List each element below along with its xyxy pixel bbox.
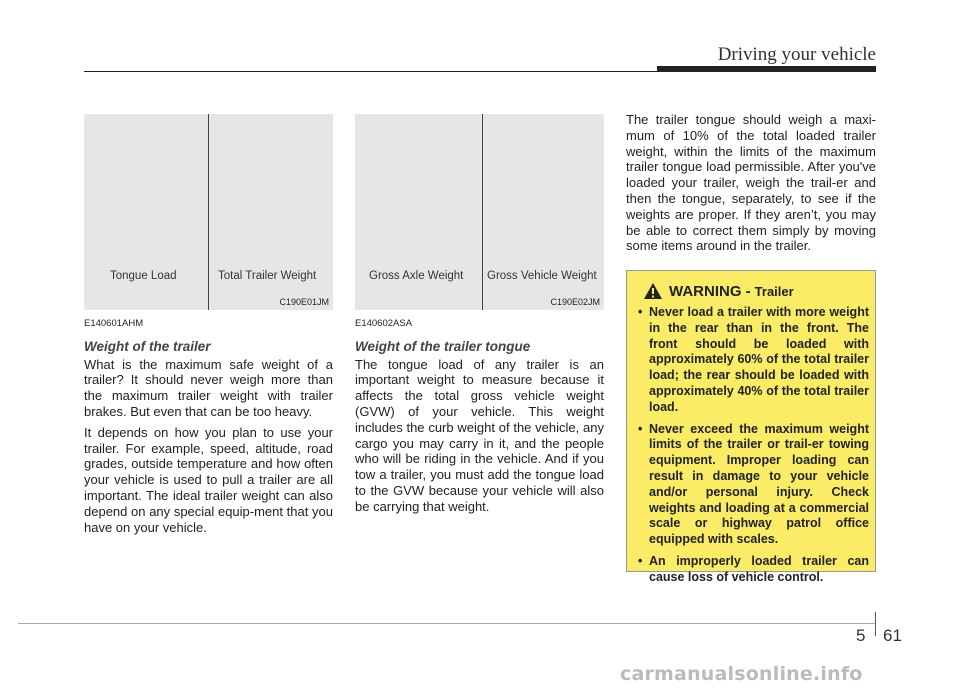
warning-item: • Never exceed the maximum weight limits of the trailer or trail-er towing equipment. Improper loading can result in damage to your vehicle and/or personal injury. Check weights and loading at a commercial scale or highway patrol office equipped with scales. bbox=[638, 421, 869, 547]
figure-tongue-load bbox=[84, 114, 333, 310]
watermark: carmanualsonline.info bbox=[620, 663, 863, 685]
header-title: Driving your vehicle bbox=[717, 44, 876, 65]
warning-triangle-icon bbox=[643, 282, 663, 300]
figure-label-gross-axle-weight: Gross Axle Weight bbox=[369, 270, 464, 282]
figure-label-gross-vehicle-weight: Gross Vehicle Weight bbox=[487, 270, 597, 282]
warning-header bbox=[643, 282, 794, 300]
chapter-number: 5 bbox=[856, 626, 866, 645]
paragraph: The tongue load of any trailer is an important weight to measure because it affects the total gross vehicle weight (GVW) of your vehicle. This weight includes the curb weight of the vehicle, any cargo you may carry in it, and the people who will be riding in the vehicle. And if you tow a trailer, you must add the tongue load to the GVW because your vehicle will also be carrying that weight. bbox=[355, 356, 604, 514]
warning-subtitle: Trailer bbox=[754, 283, 794, 299]
footer-rule bbox=[18, 623, 876, 624]
warning-item: • An improperly loaded trailer can cause loss of vehicle control. bbox=[638, 553, 869, 584]
warning-box bbox=[626, 270, 876, 584]
warning-item: • Never load a trailer with more weight in the rear than in the front. The front should be loaded with approximately 60% of the total trailer load; the rear should be loaded with approximately 40% of the total trailer load. bbox=[638, 305, 869, 414]
header-rule-bar bbox=[657, 66, 876, 72]
figure-code: C190E02JM bbox=[550, 297, 600, 307]
figure-gross-weights bbox=[355, 114, 604, 310]
paragraph: The trailer tongue should weigh a maxi-mum of 10% of the total loaded trailer weight, within the limits of the maximum trailer tongue load permissible. After you've loaded your trailer, weigh the trail-er and then the tongue, separately, to see if the weights are proper. If they aren’t, you may be able to correct them simply by moving some items around in the trailer. bbox=[626, 112, 876, 254]
column-tongue-guidance bbox=[626, 112, 876, 259]
paragraph: What is the maximum safe weight of a trailer? It should never weigh more than the maximum trailer weight with trailer brakes. But even that can be too heavy. bbox=[84, 356, 333, 419]
section-heading: Weight of the trailer bbox=[84, 338, 211, 354]
column-trailer-weight bbox=[84, 316, 333, 540]
warning-title: WARNING - bbox=[669, 282, 751, 300]
figure-code: C190E01JM bbox=[279, 297, 329, 307]
figure-divider bbox=[482, 114, 483, 310]
section-code: E140601AHM bbox=[84, 318, 144, 329]
footer-divider bbox=[875, 612, 876, 636]
section-heading: Weight of the trailer tongue bbox=[355, 338, 531, 354]
figure-label-total-trailer-weight: Total Trailer Weight bbox=[218, 270, 317, 282]
figure-divider bbox=[208, 114, 209, 310]
warning-list bbox=[635, 305, 869, 592]
page-number: 61 bbox=[883, 626, 902, 645]
paragraph: It depends on how you plan to use your trailer. For example, speed, altitude, road grades, outside temperature and how often your vehicle is used to pull a trailer are all important. The ideal trailer weight can also depend on any special equip-ment that you have on your vehicle. bbox=[84, 424, 333, 535]
column-tongue-weight bbox=[355, 316, 604, 520]
section-code: E140602ASA bbox=[355, 318, 413, 329]
figure-label-tongue-load: Tongue Load bbox=[110, 270, 177, 282]
